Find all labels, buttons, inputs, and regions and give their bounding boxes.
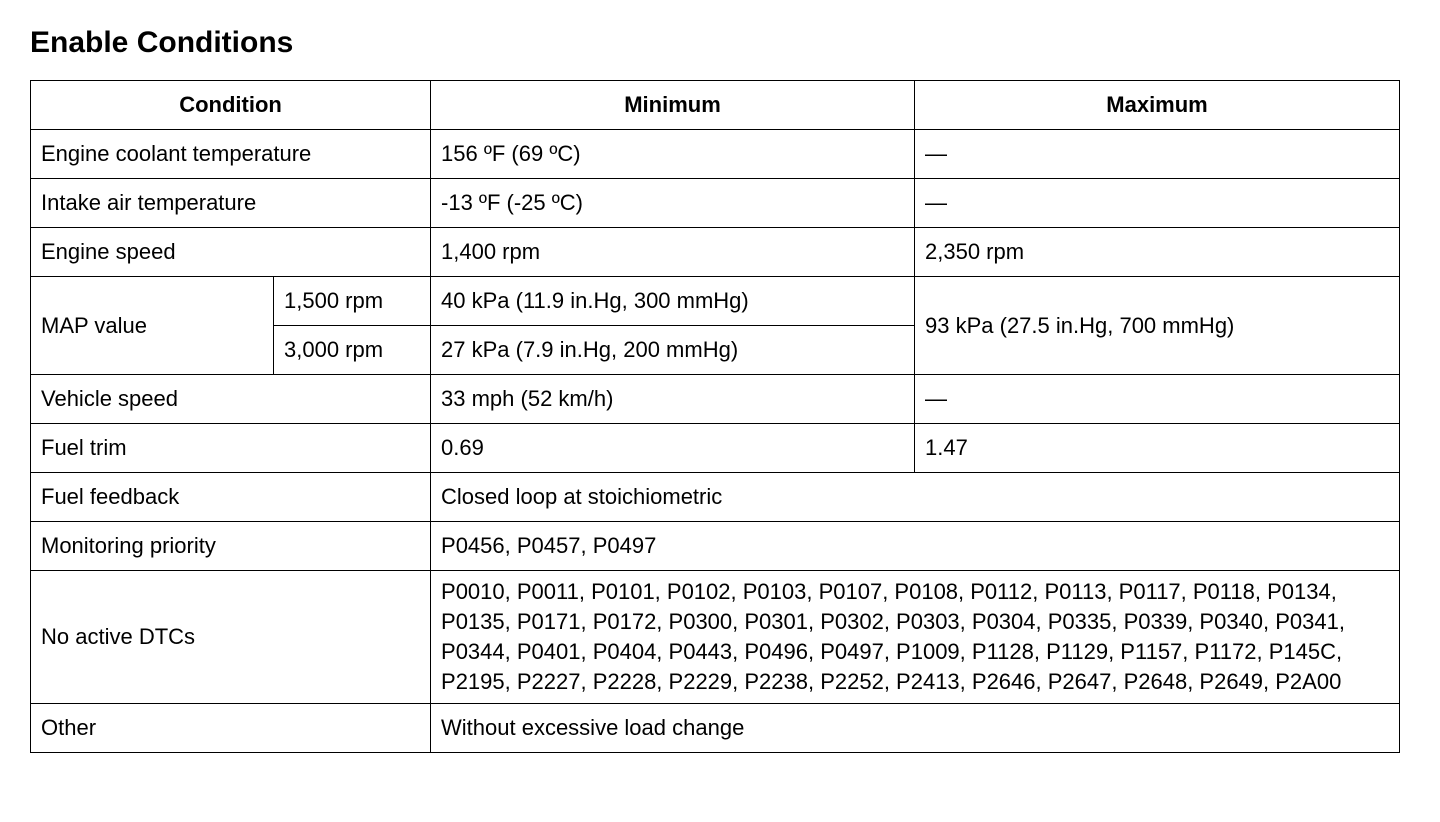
cell-value: P0456, P0457, P0497	[431, 522, 1400, 571]
table-row-vehicle-speed	[31, 375, 1400, 424]
cell-condition: MAP value	[31, 277, 274, 375]
cell-condition: Vehicle speed	[31, 375, 431, 424]
table-row-other	[31, 704, 1400, 753]
cell-value: Closed loop at stoichiometric	[431, 473, 1400, 522]
cell-minimum: 27 kPa (7.9 in.Hg, 200 mmHg)	[431, 326, 915, 375]
table-row-map-1500	[31, 277, 1400, 326]
cell-minimum: 156 ºF (69 ºC)	[431, 130, 915, 179]
cell-condition: Monitoring priority	[31, 522, 431, 571]
table-row-no-active-dtcs	[31, 571, 1400, 704]
table-row-fuel-trim	[31, 424, 1400, 473]
cell-sub-condition: 3,000 rpm	[274, 326, 431, 375]
cell-condition: Intake air temperature	[31, 179, 431, 228]
cell-condition: Other	[31, 704, 431, 753]
cell-condition: No active DTCs	[31, 571, 431, 704]
table-row-engine-speed	[31, 228, 1400, 277]
cell-condition: Engine coolant temperature	[31, 130, 431, 179]
cell-maximum: —	[915, 130, 1400, 179]
cell-minimum: -13 ºF (-25 ºC)	[431, 179, 915, 228]
table-row-monitoring-priority	[31, 522, 1400, 571]
table-row-intake	[31, 179, 1400, 228]
cell-value: Without excessive load change	[431, 704, 1400, 753]
table-row-coolant	[31, 130, 1400, 179]
cell-maximum: —	[915, 375, 1400, 424]
cell-maximum: —	[915, 179, 1400, 228]
cell-sub-condition: 1,500 rpm	[274, 277, 431, 326]
page-title: Enable Conditions	[30, 26, 294, 59]
table-header-row	[31, 81, 1400, 130]
cell-maximum: 2,350 rpm	[915, 228, 1400, 277]
cell-condition: Fuel feedback	[31, 473, 431, 522]
cell-minimum: 0.69	[431, 424, 915, 473]
header-minimum: Minimum	[431, 81, 915, 130]
enable-conditions-table	[30, 80, 1400, 753]
table-row-fuel-feedback	[31, 473, 1400, 522]
cell-maximum: 1.47	[915, 424, 1400, 473]
cell-maximum: 93 kPa (27.5 in.Hg, 700 mmHg)	[915, 277, 1400, 375]
cell-value: P0010, P0011, P0101, P0102, P0103, P0107, P0108, P0112, P0113, P0117, P0118, P0134, P0135, P0171, P0172, P0300, P0301, P0302, P0303, P0304, P0335, P0339, P0340, P0341, P0344, P0401, P0404, P0443, P0496, P0497, P1009, P1128, P1129, P1157, P1172, P145C, P2195, P2227, P2228, P2229, P2238, P2252, P2413, P2646, P2647, P2648, P2649, P2A00	[431, 571, 1400, 704]
cell-condition: Fuel trim	[31, 424, 431, 473]
cell-minimum: 40 kPa (11.9 in.Hg, 300 mmHg)	[431, 277, 915, 326]
cell-minimum: 33 mph (52 km/h)	[431, 375, 915, 424]
cell-minimum: 1,400 rpm	[431, 228, 915, 277]
header-maximum: Maximum	[915, 81, 1400, 130]
cell-condition: Engine speed	[31, 228, 431, 277]
header-condition: Condition	[31, 81, 431, 130]
